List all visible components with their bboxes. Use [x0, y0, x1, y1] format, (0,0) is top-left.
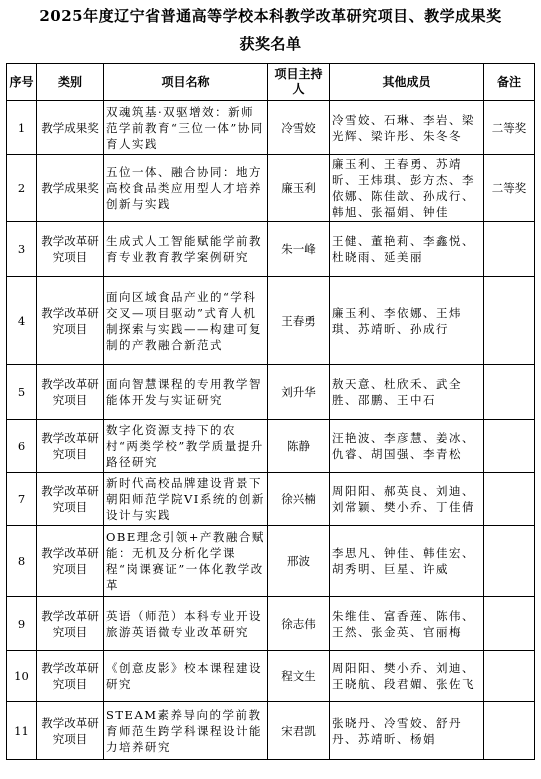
table-row — [7, 651, 535, 702]
table-row — [7, 277, 535, 365]
cell-category: 教学改革研究项目 — [37, 222, 104, 277]
cell-project-name: 《创意皮影》校本课程建设研究 — [104, 651, 268, 702]
cell-note: 二等奖 — [484, 155, 535, 222]
cell-category: 教学改革研究项目 — [37, 651, 104, 702]
cell-category: 教学改革研究项目 — [37, 597, 104, 651]
cell-host: 王春勇 — [268, 277, 330, 365]
table-row — [7, 420, 535, 473]
table-row — [7, 365, 535, 420]
cell-note — [484, 420, 535, 473]
cell-host: 陈静 — [268, 420, 330, 473]
cell-members: 冷雪姣、石琳、李岩、梁光辉、梁许彤、朱冬冬 — [330, 101, 484, 155]
cell-host: 冷雪姣 — [268, 101, 330, 155]
cell-no: 7 — [7, 473, 37, 526]
cell-category: 教学改革研究项目 — [37, 526, 104, 597]
cell-note — [484, 702, 535, 760]
table-row — [7, 702, 535, 760]
table-row — [7, 526, 535, 597]
cell-no: 9 — [7, 597, 37, 651]
cell-members: 周阳阳、樊小乔、刘迪、王晓航、段君媚、张佐飞 — [330, 651, 484, 702]
cell-project-name: 五位一体、融合协同：地方高校食品类应用型人才培养创新与实践 — [104, 155, 268, 222]
cell-project-name: STEAM素养导向的学前教育师范生跨学科课程设计能力培养研究 — [104, 702, 268, 760]
table-row — [7, 155, 535, 222]
cell-project-name: 新时代高校品牌建设背景下朝阳师范学院VI系统的创新设计与实践 — [104, 473, 268, 526]
cell-no: 2 — [7, 155, 37, 222]
header-category: 类别 — [37, 64, 104, 101]
title-line-2: 获奖名单 — [239, 35, 302, 53]
cell-no: 5 — [7, 365, 37, 420]
cell-category: 教学改革研究项目 — [37, 277, 104, 365]
cell-members: 廉玉利、王春勇、苏靖昕、王炜琪、彭方杰、李依娜、陈佳歆、孙成行、韩旭、张福娟、钟佳 — [330, 155, 484, 222]
cell-project-name: 双魂筑基·双驱增效：新师范学前教育“三位一体”协同育人实践 — [104, 101, 268, 155]
cell-host: 刘升华 — [268, 365, 330, 420]
header-project-name: 项目名称 — [104, 64, 268, 101]
table-row — [7, 597, 535, 651]
cell-project-name: 数字化资源支持下的农村“两类学校”教学质量提升路径研究 — [104, 420, 268, 473]
cell-project-name: OBE理念引领+产教融合赋能：无机及分析化学课程“岗课赛证”一体化教学改革 — [104, 526, 268, 597]
header-note: 备注 — [484, 64, 535, 101]
cell-note: 二等奖 — [484, 101, 535, 155]
cell-members: 王健、董艳莉、李鑫悦、杜晓雨、延美丽 — [330, 222, 484, 277]
cell-members: 敖天意、杜欣禾、武全胜、邵鹏、王中石 — [330, 365, 484, 420]
cell-members: 周阳阳、郝英良、刘迪、刘常颖、樊小乔、丁佳倩 — [330, 473, 484, 526]
page-title — [0, 2, 541, 58]
cell-host: 徐志伟 — [268, 597, 330, 651]
cell-category: 教学改革研究项目 — [37, 702, 104, 760]
cell-host: 邢波 — [268, 526, 330, 597]
cell-note — [484, 651, 535, 702]
cell-host: 宋君凯 — [268, 702, 330, 760]
cell-no: 3 — [7, 222, 37, 277]
cell-category: 教学改革研究项目 — [37, 365, 104, 420]
table-row — [7, 222, 535, 277]
table-row — [7, 473, 535, 526]
cell-members: 汪艳波、李彦慧、姜冰、仇睿、胡国强、李青松 — [330, 420, 484, 473]
cell-category: 教学改革研究项目 — [37, 420, 104, 473]
header-members: 其他成员 — [330, 64, 484, 101]
cell-category: 教学改革研究项目 — [37, 473, 104, 526]
cell-members: 李思凡、钟佳、韩佳宏、胡秀明、巨星、许威 — [330, 526, 484, 597]
cell-host: 朱一峰 — [268, 222, 330, 277]
cell-members: 张晓丹、冷雪姣、舒丹丹、苏靖昕、杨娟 — [330, 702, 484, 760]
cell-no: 1 — [7, 101, 37, 155]
cell-no: 8 — [7, 526, 37, 597]
cell-host: 程文生 — [268, 651, 330, 702]
cell-note — [484, 277, 535, 365]
header-host: 项目主持人 — [268, 64, 330, 101]
cell-members: 廉玉利、李依娜、王炜琪、苏靖昕、孙成行 — [330, 277, 484, 365]
cell-no: 11 — [7, 702, 37, 760]
cell-note — [484, 365, 535, 420]
cell-note — [484, 473, 535, 526]
cell-host: 廉玉利 — [268, 155, 330, 222]
cell-project-name: 生成式人工智能赋能学前教育专业教育教学案例研究 — [104, 222, 268, 277]
award-table — [6, 63, 535, 760]
cell-host: 徐兴楠 — [268, 473, 330, 526]
title-line-1: 2025年度辽宁省普通高等学校本科教学改革研究项目、教学成果奖 — [39, 7, 502, 25]
cell-no: 10 — [7, 651, 37, 702]
cell-note — [484, 526, 535, 597]
cell-project-name: 英语（师范）本科专业开设旅游英语微专业改革研究 — [104, 597, 268, 651]
cell-members: 朱维佳、富香莲、陈伟、王然、张金英、官丽梅 — [330, 597, 484, 651]
cell-note — [484, 597, 535, 651]
cell-no: 4 — [7, 277, 37, 365]
cell-category: 教学成果奖 — [37, 155, 104, 222]
cell-category: 教学成果奖 — [37, 101, 104, 155]
cell-project-name: 面向智慧课程的专用教学智能体开发与实证研究 — [104, 365, 268, 420]
table-header-row — [7, 64, 535, 101]
cell-no: 6 — [7, 420, 37, 473]
table-row — [7, 101, 535, 155]
cell-project-name: 面向区域食品产业的“学科交叉—项目驱动”式育人机制探索与实践——构建可复制的产教融合新范式 — [104, 277, 268, 365]
header-no: 序号 — [7, 64, 37, 101]
cell-note — [484, 222, 535, 277]
